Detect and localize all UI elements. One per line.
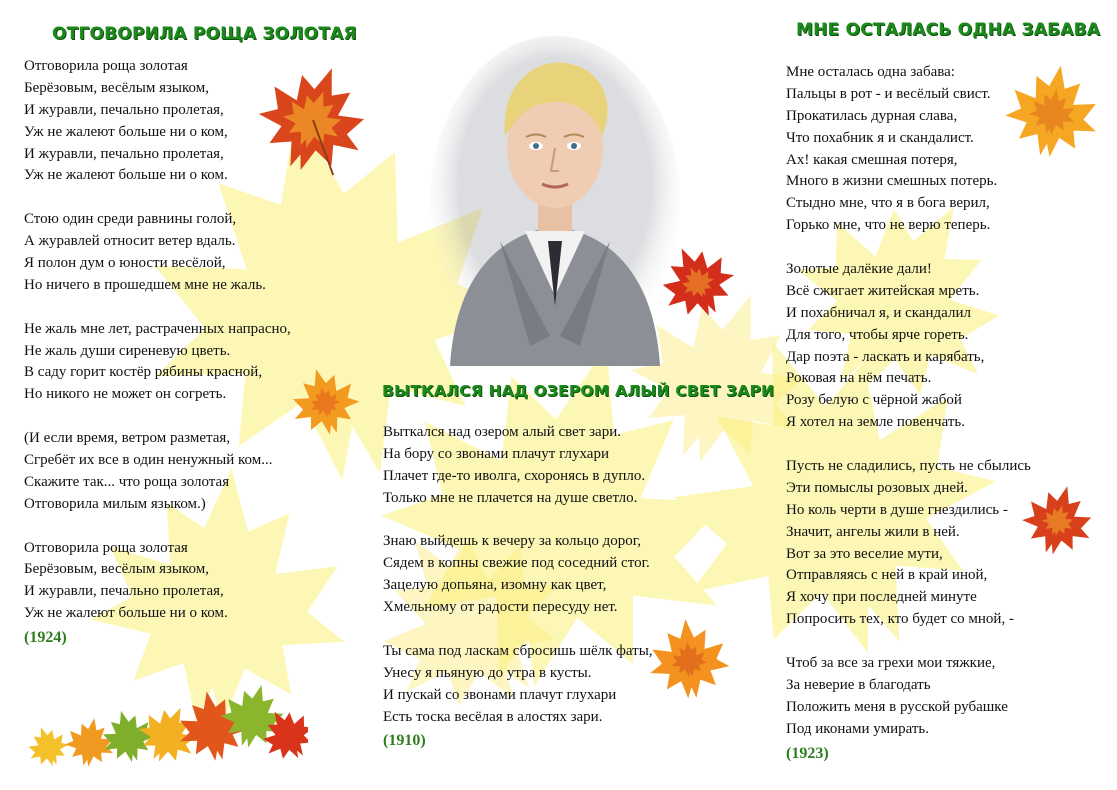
poem-line: Стою один среди равнины голой, bbox=[24, 211, 237, 228]
stanza-break bbox=[383, 619, 653, 641]
poem-line: И журавли, печально пролетая, bbox=[24, 583, 224, 600]
poem-line: Золотые далёкие дали! bbox=[786, 261, 932, 278]
poem-title-left: ОТГОВОРИЛА РОЩА ЗОЛОТАЯ bbox=[52, 24, 357, 44]
poem-line: Уж не жалеют больше ни о ком. bbox=[24, 167, 228, 184]
poem-line: И пускай со звонами плачут глухари bbox=[383, 686, 617, 703]
poem-line: Для того, чтобы ярче гореть. bbox=[786, 326, 969, 343]
poem-year: (1910) bbox=[383, 732, 426, 750]
poem-line: Попросить тех, кто будет со мной, - bbox=[786, 611, 1014, 628]
poem-line: Я хотел на земле повенчать. bbox=[786, 414, 966, 431]
poem-line: Горько мне, что не верю теперь. bbox=[786, 217, 991, 234]
poem-line: Что похабник я и скандалист. bbox=[786, 129, 974, 146]
poem-line: Мне осталась одна забава: bbox=[786, 64, 955, 80]
poem-line: И похабничал я, и скандалил bbox=[786, 304, 971, 321]
red-maple-leaf-icon bbox=[1022, 475, 1094, 567]
poem-line: И журавли, печально пролетая, bbox=[24, 145, 224, 162]
poem-line: Отправляясь с ней в край иной, bbox=[786, 567, 988, 584]
poem-line: Зацелую допьяна, изомну как цвет, bbox=[383, 577, 607, 594]
poem-line: Роковая на нём печать. bbox=[786, 370, 932, 387]
poem-line: Только мне не плачется на душе светло. bbox=[383, 489, 638, 506]
poem-line: Но ничего в прошедшем мне не жаль. bbox=[24, 276, 266, 293]
poem-line: Хмельному от радости пересуду нет. bbox=[383, 599, 618, 616]
poem-line: На бору со звонами плачут глухари bbox=[383, 445, 609, 462]
stanza-break bbox=[786, 631, 1031, 653]
stanza-break bbox=[383, 510, 653, 532]
poem-line: Много в жизни смешных потерь. bbox=[786, 173, 998, 190]
poem-line: А журавлей относит ветер вдаль. bbox=[24, 233, 236, 250]
poem-title-right: МНЕ ОСТАЛАСЬ ОДНА ЗАБАВА bbox=[796, 20, 1101, 40]
poem-line: Но никого не может он согреть. bbox=[24, 386, 227, 403]
poem-line: В саду горит костёр рябины красной, bbox=[24, 364, 263, 381]
poem-line: Сядем в копны свежие под соседний стог. bbox=[383, 555, 650, 572]
poem-line: Плачет где-то иволга, схоронясь в дупло. bbox=[383, 467, 646, 484]
poem-year: (1924) bbox=[24, 629, 67, 647]
poem-line: Унесу я пьяную до утра в кусты. bbox=[383, 664, 592, 681]
poem-line: Выткался над озером алый свет зари. bbox=[383, 424, 621, 440]
poem-line: Ах! какая смешная потеря, bbox=[786, 151, 958, 168]
poem-line: Пальцы в рот - и весёлый свист. bbox=[786, 85, 991, 102]
poem-year: (1923) bbox=[786, 744, 829, 762]
poem-line: Стыдно мне, что я в бога верил, bbox=[786, 195, 990, 212]
stanza-break bbox=[24, 406, 291, 428]
poem-line: Сгребёт их все в один ненужный ком... bbox=[24, 452, 273, 469]
stanza-break bbox=[24, 516, 291, 538]
poem-line: За неверие в благодать bbox=[786, 676, 931, 693]
orange-maple-leaf-icon bbox=[648, 615, 730, 705]
poem-line: Отговорила милым языком.) bbox=[24, 495, 206, 512]
poem-line: Положить меня в русской рубашке bbox=[786, 698, 1008, 715]
poem-line: Скажите так... что роща золотая bbox=[24, 473, 230, 490]
poem-line: Не жаль мне лет, растраченных напрасно, bbox=[24, 320, 291, 337]
poem-line: Я хочу при последней минуте bbox=[786, 589, 977, 606]
stanza-break bbox=[24, 297, 291, 319]
poem-line: Не жаль души сиреневую цветь. bbox=[24, 342, 231, 359]
poem-line: Уж не жалеют больше ни о ком, bbox=[24, 123, 228, 140]
autumn-leaves-garland-icon bbox=[28, 675, 308, 775]
poem-right bbox=[786, 62, 1031, 765]
poem-title-middle: ВЫТКАЛСЯ НАД ОЗЕРОМ АЛЫЙ СВЕТ ЗАРИ bbox=[382, 382, 775, 400]
poem-line: Чтоб за все за грехи мои тяжкие, bbox=[786, 655, 996, 672]
orange-maple-leaf-icon bbox=[290, 365, 360, 440]
poem-line: Значит, ангелы жили в ней. bbox=[786, 523, 960, 540]
poem-line: Ты сама под ласкам сбросишь шёлк фаты, bbox=[383, 642, 653, 659]
poem-line: Я полон дум о юности весёлой, bbox=[24, 255, 226, 272]
poem-line: Всё сжигает житейская мреть. bbox=[786, 282, 980, 299]
poem-line: Есть тоска весёлая в алостях зари. bbox=[383, 708, 603, 725]
stanza-break bbox=[786, 237, 1031, 259]
stanza-break bbox=[786, 434, 1031, 456]
poem-line: Но коль черти в душе гнездились - bbox=[786, 501, 1008, 518]
poem-line: Уж не жалеют больше ни о ком. bbox=[24, 605, 228, 622]
poem-middle bbox=[383, 422, 653, 752]
poem-line: Берёзовым, весёлым языком, bbox=[24, 79, 209, 96]
poem-left bbox=[24, 56, 291, 649]
poet-portrait bbox=[430, 36, 680, 366]
poem-line: И журавли, печально пролетая, bbox=[24, 101, 224, 118]
poem-line: Отговорила роща золотая bbox=[24, 539, 188, 556]
poem-line: Отговорила роща золотая bbox=[24, 58, 188, 74]
poem-line: Под иконами умирать. bbox=[786, 720, 930, 737]
poem-line: Берёзовым, весёлым языком, bbox=[24, 561, 209, 578]
poem-line: Знаю выйдешь к вечеру за кольцо дорог, bbox=[383, 533, 641, 550]
poem-line: Эти помыслы розовых дней. bbox=[786, 479, 968, 496]
poem-line: Пусть не сладились, пусть не сбылись bbox=[786, 458, 1031, 475]
poem-line: Дар поэта - ласкать и карябать, bbox=[786, 348, 985, 365]
poem-line: (И если время, ветром разметая, bbox=[24, 430, 231, 447]
poem-line: Розу белую с чёрной жабой bbox=[786, 392, 962, 409]
poem-line: Прокатилась дурная слава, bbox=[786, 107, 958, 124]
poem-line: Вот за это веселие мути, bbox=[786, 545, 943, 562]
stanza-break bbox=[24, 187, 291, 209]
